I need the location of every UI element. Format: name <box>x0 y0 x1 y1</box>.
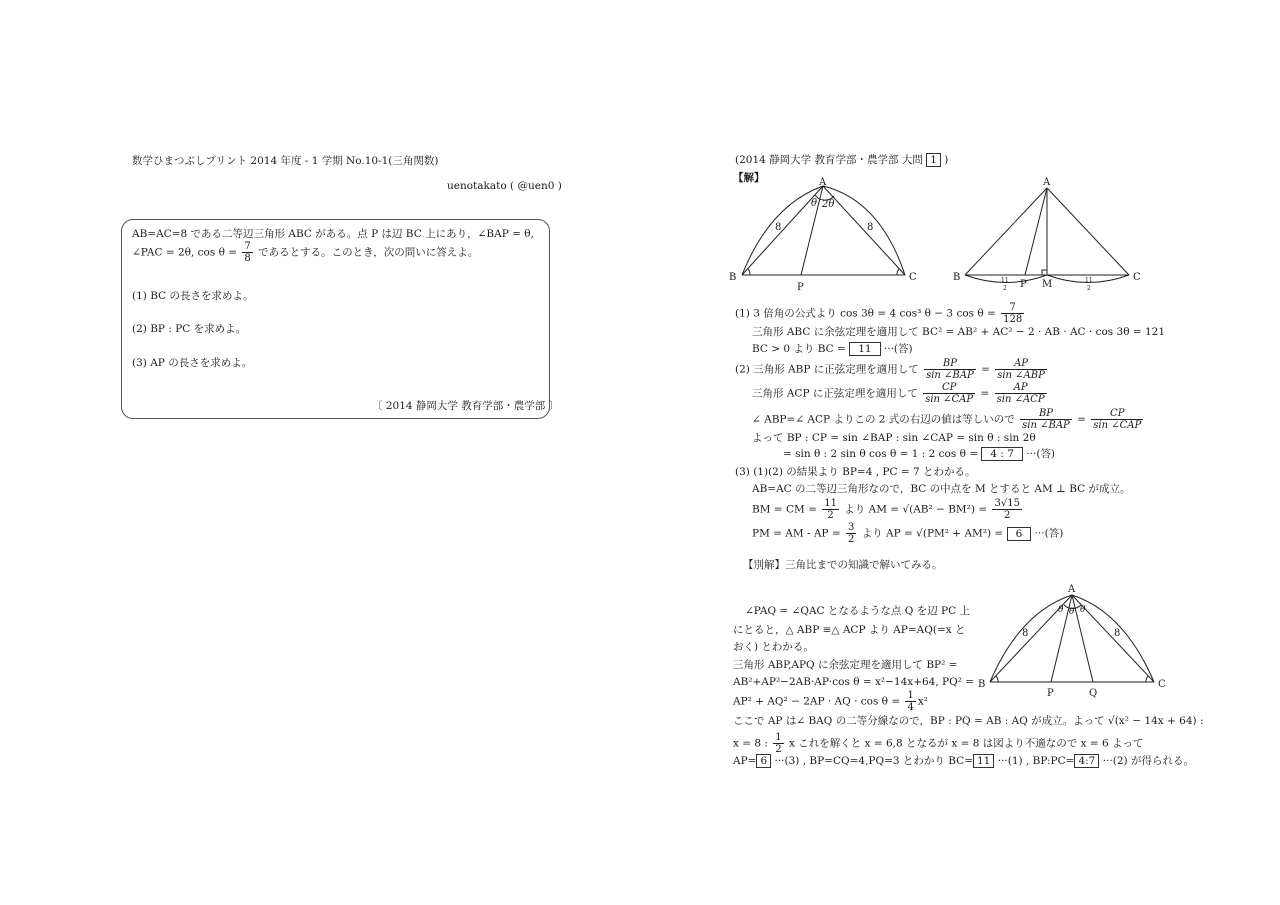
svg-text:θ: θ <box>1058 605 1064 615</box>
fraction <box>995 382 1047 405</box>
answer-box: 11 <box>973 754 994 768</box>
alt-heading: 【別解】三角比までの知識で解いてみる。 <box>743 559 943 571</box>
numerator: BP <box>1020 408 1072 420</box>
denominator: sin ∠ABP <box>997 370 1045 381</box>
fraction <box>1020 408 1072 431</box>
answer-box: 11 <box>849 342 880 356</box>
svg-text:B: B <box>953 272 961 283</box>
svg-text:8: 8 <box>775 222 782 233</box>
numerator: 1 <box>907 690 914 701</box>
text: = sin θ : 2 sin θ cos θ = 1 : 2 cos θ = <box>783 448 979 460</box>
svg-text:B: B <box>729 272 737 283</box>
text: より AP = √(PM² + AM²) = <box>861 527 1004 540</box>
svg-text:P: P <box>1047 688 1054 699</box>
part3-line1: (3) (1)(2) の結果より BP=4 , PC = 7 とわかる。 <box>735 466 976 478</box>
numerator: AP <box>995 358 1047 370</box>
fraction <box>992 498 1021 521</box>
numerator: 1 <box>775 732 782 743</box>
denominator: sin ∠CAP <box>925 394 974 405</box>
denominator: sin ∠BAP <box>1022 420 1070 431</box>
text: ···(1) , BP:PC= <box>997 755 1075 767</box>
svg-text:2θ: 2θ <box>822 199 835 210</box>
denominator: 2 <box>775 744 782 755</box>
problem-source: 〔 2014 静岡大学 教育学部・農学部 〕 <box>372 400 560 412</box>
problem-line-1: AB=AC=8 である二等辺三角形 ABC がある。点 P は辺 BC 上にあり，∠BAP = θ, <box>132 228 534 240</box>
alt-p9 <box>733 754 1194 768</box>
text: より AM = √(AB² − BM²) = <box>844 503 988 516</box>
answer-box: 4 : 7 <box>981 447 1023 461</box>
denominator: 4 <box>907 702 914 713</box>
answer-box: 6 <box>1007 527 1032 541</box>
denominator: sin ∠BAP <box>926 370 974 381</box>
text: ···(2) が得られる。 <box>1102 755 1194 767</box>
part1-line3 <box>752 342 913 356</box>
svg-text:P: P <box>797 282 804 293</box>
part2-line1: (2) 三角形 ABP に正弦定理を適用して $\frac{BP}{\text{sin ∠BAP}}$ = $\frac{AP}{\text{sin ∠ABP}}$ <box>735 358 1045 381</box>
fraction <box>905 690 915 713</box>
alt-p3: おく) とわかる。 <box>733 641 814 653</box>
author: uenotakato ( @uen0 ) <box>447 180 562 192</box>
numerator: 7 <box>1001 302 1024 314</box>
alt-p1: ∠PAQ = ∠QAC となるような点 Q を辺 PC 上 <box>745 605 970 617</box>
alt-p8 <box>733 732 1144 755</box>
text: ···(3) , BP=CQ=4,PQ=3 とわかり BC= <box>774 755 973 767</box>
svg-text:Q: Q <box>1089 688 1098 699</box>
numerator: BP <box>924 358 976 370</box>
text: ···(答) <box>883 343 913 355</box>
svg-text:2: 2 <box>1087 285 1091 292</box>
fraction <box>822 498 839 521</box>
svg-text:θ: θ <box>1080 605 1086 615</box>
fraction <box>924 358 976 381</box>
svg-text:11: 11 <box>1085 277 1093 284</box>
svg-text:C: C <box>1133 272 1141 283</box>
fraction-7-128 <box>1001 302 1024 325</box>
svg-text:8: 8 <box>867 222 874 233</box>
svg-text:A: A <box>819 177 827 188</box>
denominator: 128 <box>1003 314 1023 325</box>
part3-line4 <box>752 522 1063 545</box>
text: (2) 三角形 ABP に正弦定理を適用して <box>735 363 919 376</box>
alt-p4: 三角形 ABP,APQ に余弦定理を適用して BP² = <box>733 659 958 671</box>
denominator: sin ∠ACP <box>996 394 1045 405</box>
text: BM = CM = <box>752 503 817 516</box>
question-2: (2) BP : PC を求めよ。 <box>132 323 247 335</box>
problem-number-box: 1 <box>926 153 941 167</box>
svg-text:A: A <box>1068 584 1076 595</box>
numerator: CP <box>1091 408 1143 420</box>
text: AP² + AQ² − 2AP · AQ · cos θ = <box>733 695 901 708</box>
numerator: 3√15 <box>994 498 1020 509</box>
answer-box: 4:7 <box>1074 754 1099 768</box>
answer-box: 6 <box>756 754 771 768</box>
numerator: 11 <box>824 498 837 509</box>
text: AP= <box>733 755 757 767</box>
part2-line3: ∠ ABP=∠ ACP よりこの 2 式の右辺の値は等しいので $\frac{BP}{\text{sin ∠BAP}}$ = $\frac{CP}{\text{sin ∠CAP}}$ <box>752 408 1142 431</box>
svg-text:θ: θ <box>811 198 818 209</box>
problem-line-2 <box>132 241 478 264</box>
alt-p7: ここで AP は∠ BAQ の二等分線なので，BP : PQ = AB : AQ が成立。よって √(x² − 14x + 64) : <box>733 715 1204 727</box>
svg-text:M: M <box>1042 279 1053 290</box>
svg-text:θ: θ <box>1069 607 1075 617</box>
problem-line-2-pre: ∠PAC = 2θ, cos θ = <box>132 246 238 259</box>
part1-line2: 三角形 ABC に余弦定理を適用して BC² = AB² + AC² − 2 · AB · AC · cos 3θ = 121 <box>752 326 1166 338</box>
text: x = 8 : <box>733 737 768 750</box>
text: x これを解くと x = 6,8 となるが x = 8 は図より不適なので x = 6 よって <box>789 737 1144 750</box>
svg-text:C: C <box>909 272 917 283</box>
source-text: (2014 静岡大学 教育学部・農学部 大問 <box>735 154 923 166</box>
text: BC > 0 より BC = <box>752 343 846 355</box>
print-title: 数学ひまつぶしプリント 2014 年度 - 1 学期 No.10-1(三角関数) <box>132 155 439 167</box>
svg-text:2: 2 <box>1003 285 1007 292</box>
fraction <box>995 358 1047 381</box>
text: ···(答) <box>1034 527 1064 540</box>
svg-text:B: B <box>978 679 986 690</box>
denominator: sin ∠CAP <box>1093 420 1142 431</box>
fraction <box>923 382 975 405</box>
fraction <box>773 732 783 755</box>
text: PM = AM - AP = <box>752 527 841 540</box>
denominator: 2 <box>827 510 834 521</box>
denominator: 2 <box>1004 510 1011 521</box>
svg-text:P: P <box>1020 279 1027 290</box>
svg-text:11: 11 <box>1001 277 1009 284</box>
source-close: ) <box>944 154 949 166</box>
denominator: 8 <box>244 253 251 264</box>
part3-line2: AB=AC の二等辺三角形なので，BC の中点を M とすると AM ⊥ BC が成立。 <box>752 483 1131 495</box>
text: (1) 3 倍角の公式より cos 3θ = 4 cos³ θ − 3 cos θ = <box>735 307 996 320</box>
numerator: AP <box>995 382 1047 394</box>
part2-line5 <box>783 447 1055 461</box>
question-1: (1) BC の長さを求めよ。 <box>132 290 254 302</box>
svg-text:C: C <box>1158 679 1166 690</box>
numerator: CP <box>923 382 975 394</box>
denominator: 2 <box>847 534 855 545</box>
alt-p2: にとると，△ ABP ≡△ ACP より AP=AQ(=x と <box>733 624 966 636</box>
svg-text:8: 8 <box>1114 628 1121 639</box>
alt-p6 <box>733 690 928 713</box>
svg-text:A: A <box>1043 177 1051 188</box>
part3-line3 <box>752 498 1024 521</box>
part2-line4: よって BP : CP = sin ∠BAP : sin ∠CAP = sin θ : sin 2θ <box>752 432 1036 444</box>
text: ···(答) <box>1026 448 1056 460</box>
text: x² <box>917 695 928 708</box>
part2-line2: 三角形 ACP に正弦定理を適用して $\frac{CP}{\text{sin ∠CAP}}$ = $\frac{AP}{\text{sin ∠ACP}}$ <box>752 382 1045 405</box>
svg-text:8: 8 <box>1022 628 1029 639</box>
question-3: (3) AP の長さを求めよ。 <box>132 357 253 369</box>
solution-label: 【解】 <box>733 172 765 184</box>
source-line <box>735 153 948 167</box>
fraction-7-8 <box>242 241 252 264</box>
text: 三角形 ACP に正弦定理を適用して <box>752 387 918 400</box>
numerator: 3 <box>847 522 855 533</box>
part1-line1 <box>735 302 1026 325</box>
fraction <box>846 522 856 545</box>
fraction <box>1091 408 1143 431</box>
problem-line-2-post: であるとする。このとき，次の問いに答えよ。 <box>258 246 479 259</box>
numerator: 7 <box>244 241 251 252</box>
text: ∠ ABP=∠ ACP よりこの 2 式の右辺の値は等しいので <box>752 413 1015 426</box>
alt-p5: AB²+AP²−2AB·AP·cos θ = x²−14x+64, PQ² = <box>733 676 975 688</box>
